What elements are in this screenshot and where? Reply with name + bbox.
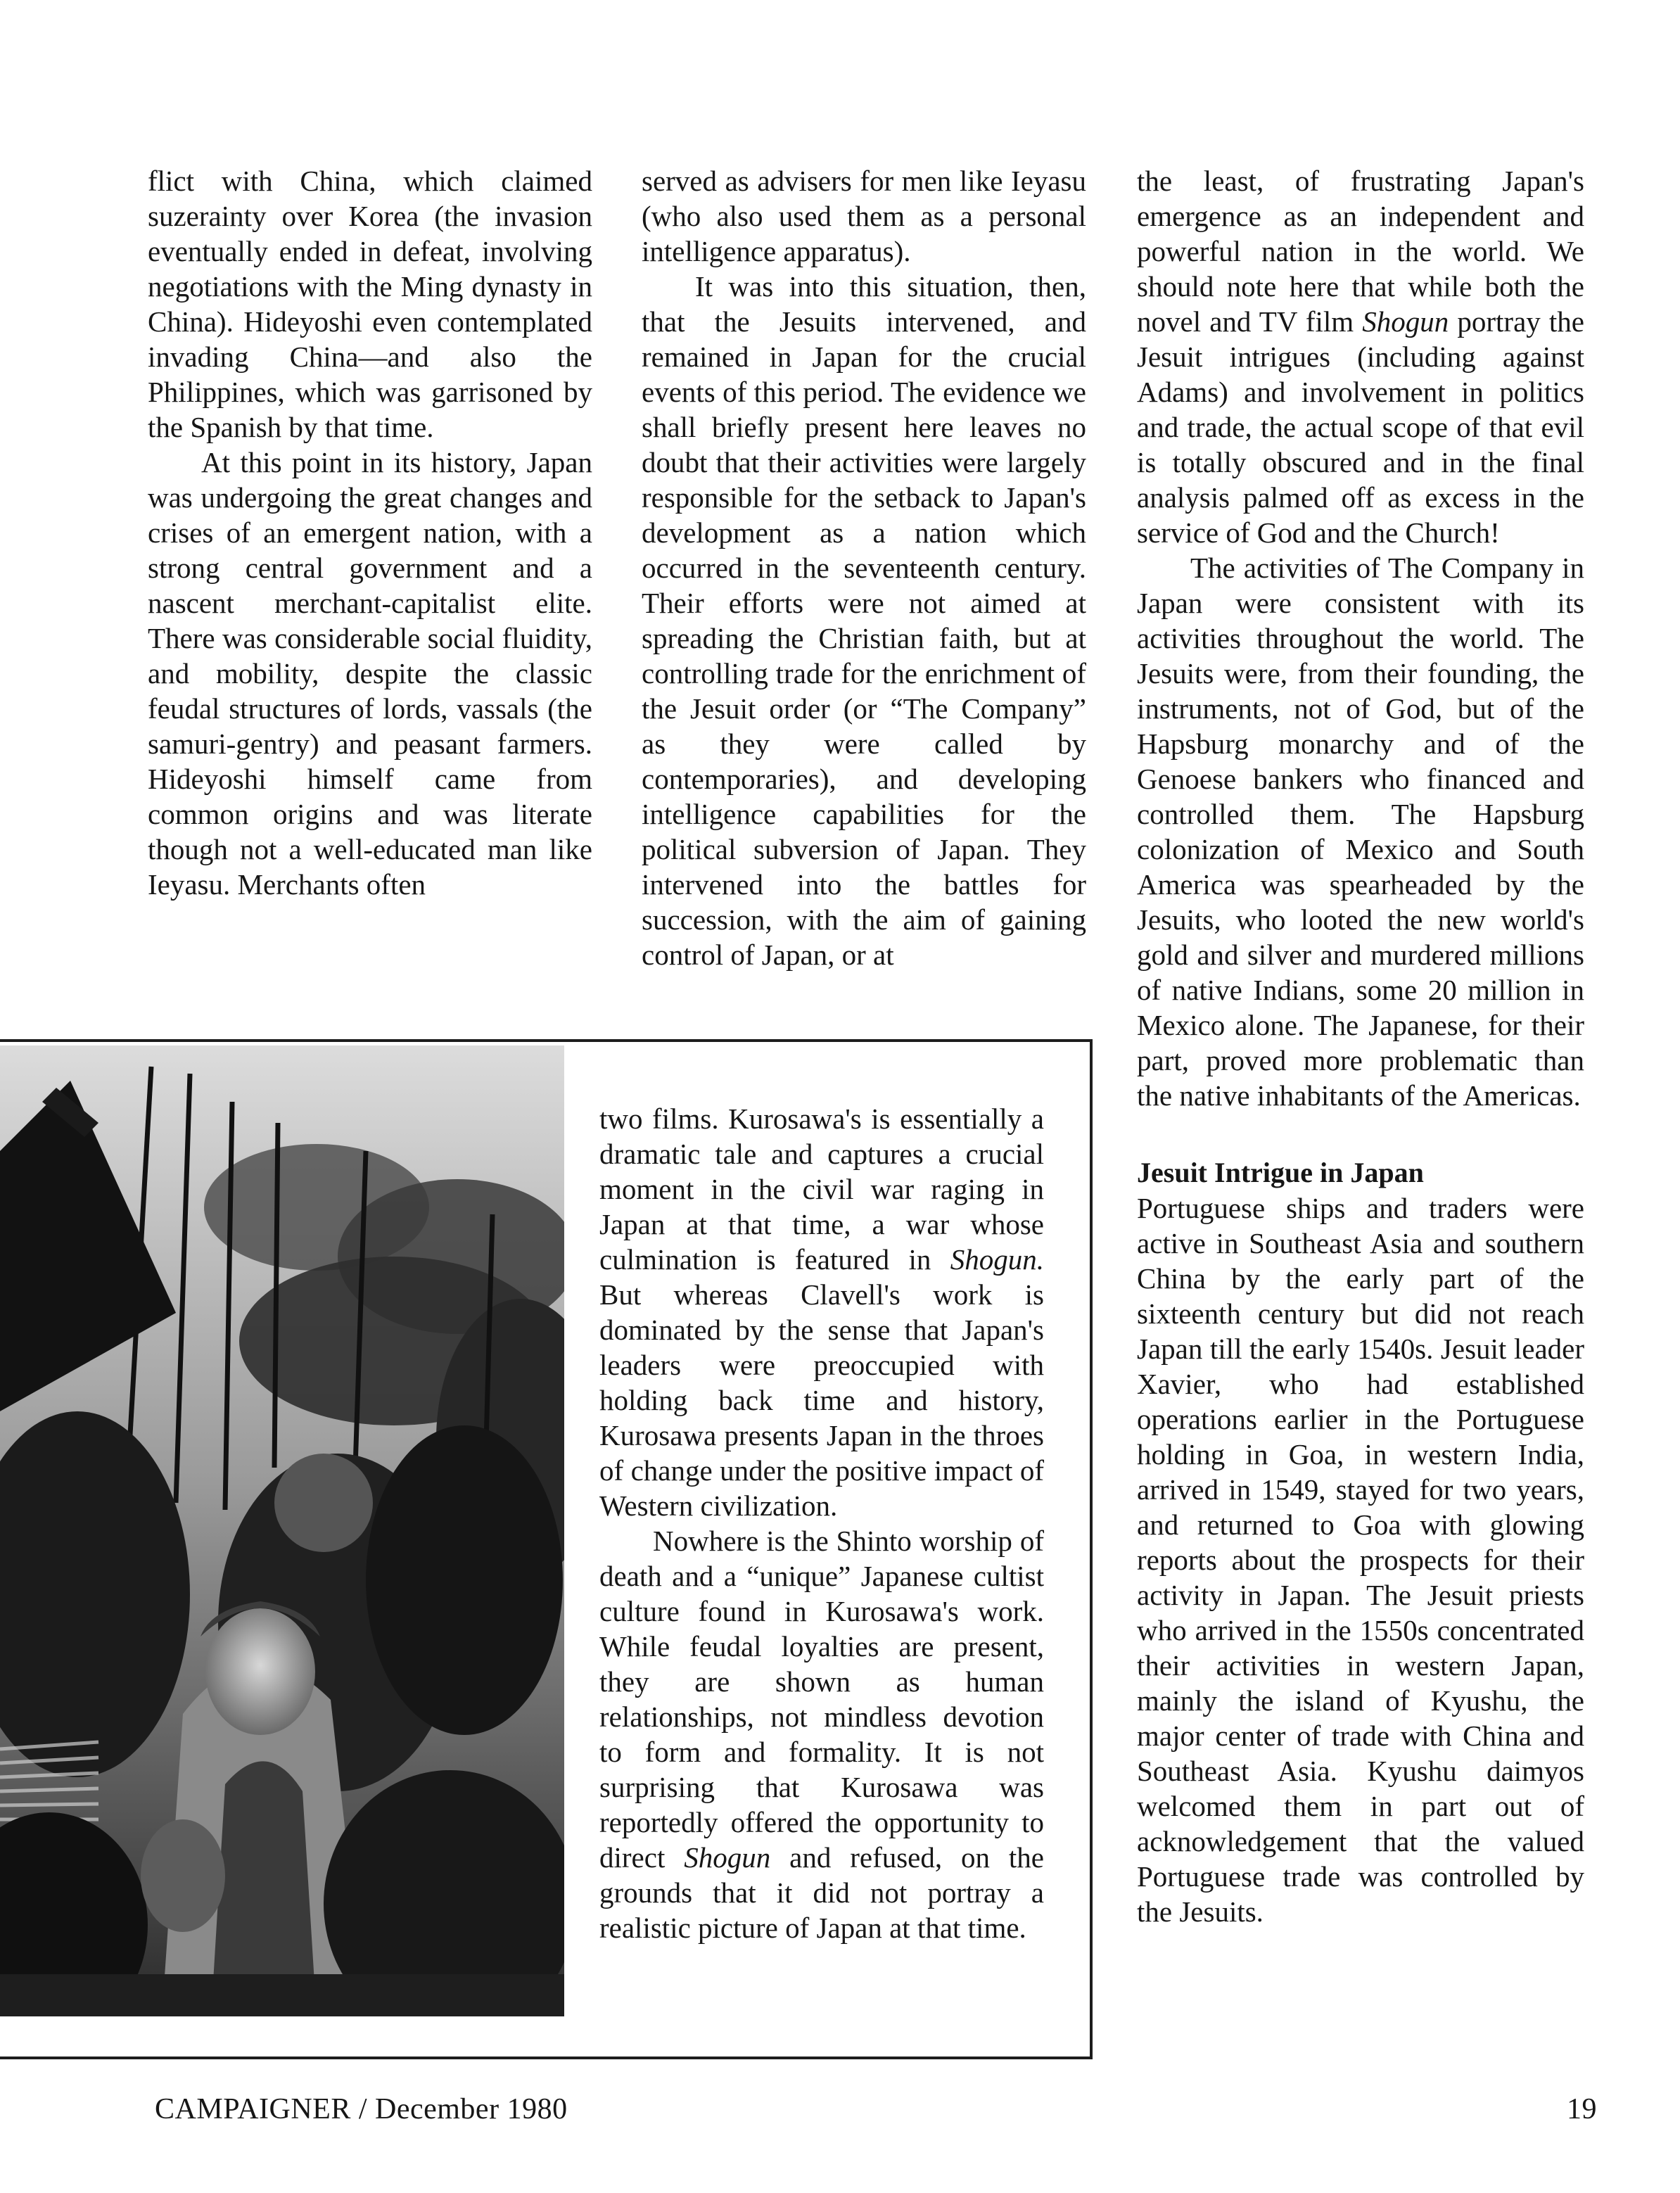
page-number: 19 [1567, 2093, 1597, 2125]
film-still-photo [0, 1045, 564, 2016]
article-column-3 [1137, 163, 1584, 1929]
paragraph: It was into this situation, then, that the Jesuits intervened, and remained in Japan for the crucial events of this period. The evidence we shall briefly present here leaves no doubt that their activities were largely responsible for the setback to Japan's development as a nation which occurred in the seventeenth century. Their efforts were not aimed at spreading the Christian faith, but at controlling trade for the enrichment of the Jesuit order (or “The Company” as they were called by contemporaries), and developing intelligence capabilities for the political subversion of Japan. They intervened into the battles for succession, with the aim of gaining control of Japan, or at [642, 270, 1086, 971]
paragraph [599, 1101, 1044, 1523]
text-run: the least, of frustrating Japan's emergence as an independent and powerful nation in the world. We should note here that while both the novel and TV film [1137, 165, 1584, 338]
text-run: Nowhere is the Shinto worship of death and a “unique” Japanese cultist culture found in Kurosawa's work. While feudal loyalties are present, they are shown as human relationships, not mindless devotion to form and formality. It is not surprising that Kurosawa was reportedly offered the opportunity to direct [599, 1525, 1044, 1874]
italic-title: Shogun [684, 1841, 771, 1874]
publication-footer: CAMPAIGNER / December 1980 [155, 2093, 568, 2125]
text-run: portray the Jesuit intrigues (including against Adams) and involvement in politics and trade, the actual scope of that evil is totally obscured and in the final analysis palmed off as excess in the service of God and the Church! [1137, 305, 1584, 549]
italic-title: Shogun [1362, 305, 1449, 338]
paragraph: served as advisers for men like Ieyasu (who also used them as a personal intelligence apparatus). [642, 165, 1086, 267]
paragraph: The activities of The Company in Japan were consistent with its activities throughout the world. The Jesuits were, from their founding, the instruments, not of God, but of the Hapsburg monarchy and of the Genoese bankers who financed and controlled them. The Hapsburg colonization of Mexico and South America was spearheaded by the Jesuits, who looted the new world's gold and silver and murdered millions of native Indians, some 20 million in Mexico alone. The Japanese, for their part, proved more problematic than the native inhabitants of the Americas. [1137, 552, 1584, 1112]
paragraph: flict with China, which claimed suzerainty over Korea (the invasion eventually ended in defeat, involving negotiations with the Ming dynasty in China). Hideyoshi even contemplated invading China—and also the Philippines, which was garrisoned by the Spanish by that time. [148, 165, 592, 443]
paragraph: At this point in its history, Japan was undergoing the great changes and crises of an emergent nation, with a strong central government and a nascent merchant-capitalist elite. There was considerable social fluidity, and mobility, despite the classic feudal structures of lords, vassals (the samuri-gentry) and peasant farmers. Hideyoshi himself came from common origins and was literate though not a well-educated man like Ieyasu. Merchants often [148, 446, 592, 901]
article-column-1 [148, 163, 592, 902]
paragraph [599, 1523, 1044, 1945]
sidebar-text [599, 1101, 1044, 1945]
italic-title: Shogun. [950, 1243, 1044, 1276]
text-run: and refused, on the grounds that it did not portray a realistic picture of Japan at that time. [599, 1841, 1044, 1944]
article-column-2 [642, 163, 1086, 972]
paragraph [1137, 163, 1584, 550]
samurai-photo-illustration [0, 1045, 564, 2016]
paragraph: Portuguese ships and traders were active in Southeast Asia and southern China by the early part of the sixteenth century but did not reach Japan till the early 1540s. Jesuit leader Xavier, who had established operations earlier in the Portuguese holding in Goa, in western India, arrived in 1549, stayed for two years, and returned to Goa with glowing reports about the prospects for their activity in Japan. The Jesuit priests who arrived in the 1550s concentrated their activities in western Japan, mainly the island of Kyushu, the major center of trade with China and Southeast Asia. Kyushu daimyos welcomed them in part out of acknowledgement that the valued Portuguese trade was controlled by the Jesuits. [1137, 1192, 1584, 1928]
text-run: But whereas Clavell's work is dominated by the sense that Japan's leaders were preoccupied with holding back time and history, Kurosawa presents Japan in the throes of change under the positive impact of Western civilization. [599, 1278, 1044, 1522]
text-run: two films. Kurosawa's is essentially a dramatic tale and captures a crucial moment in the civil war raging in Japan at that time, a war whose culmination is featured in [599, 1102, 1044, 1276]
section-heading: Jesuit Intrigue in Japan [1137, 1157, 1424, 1188]
